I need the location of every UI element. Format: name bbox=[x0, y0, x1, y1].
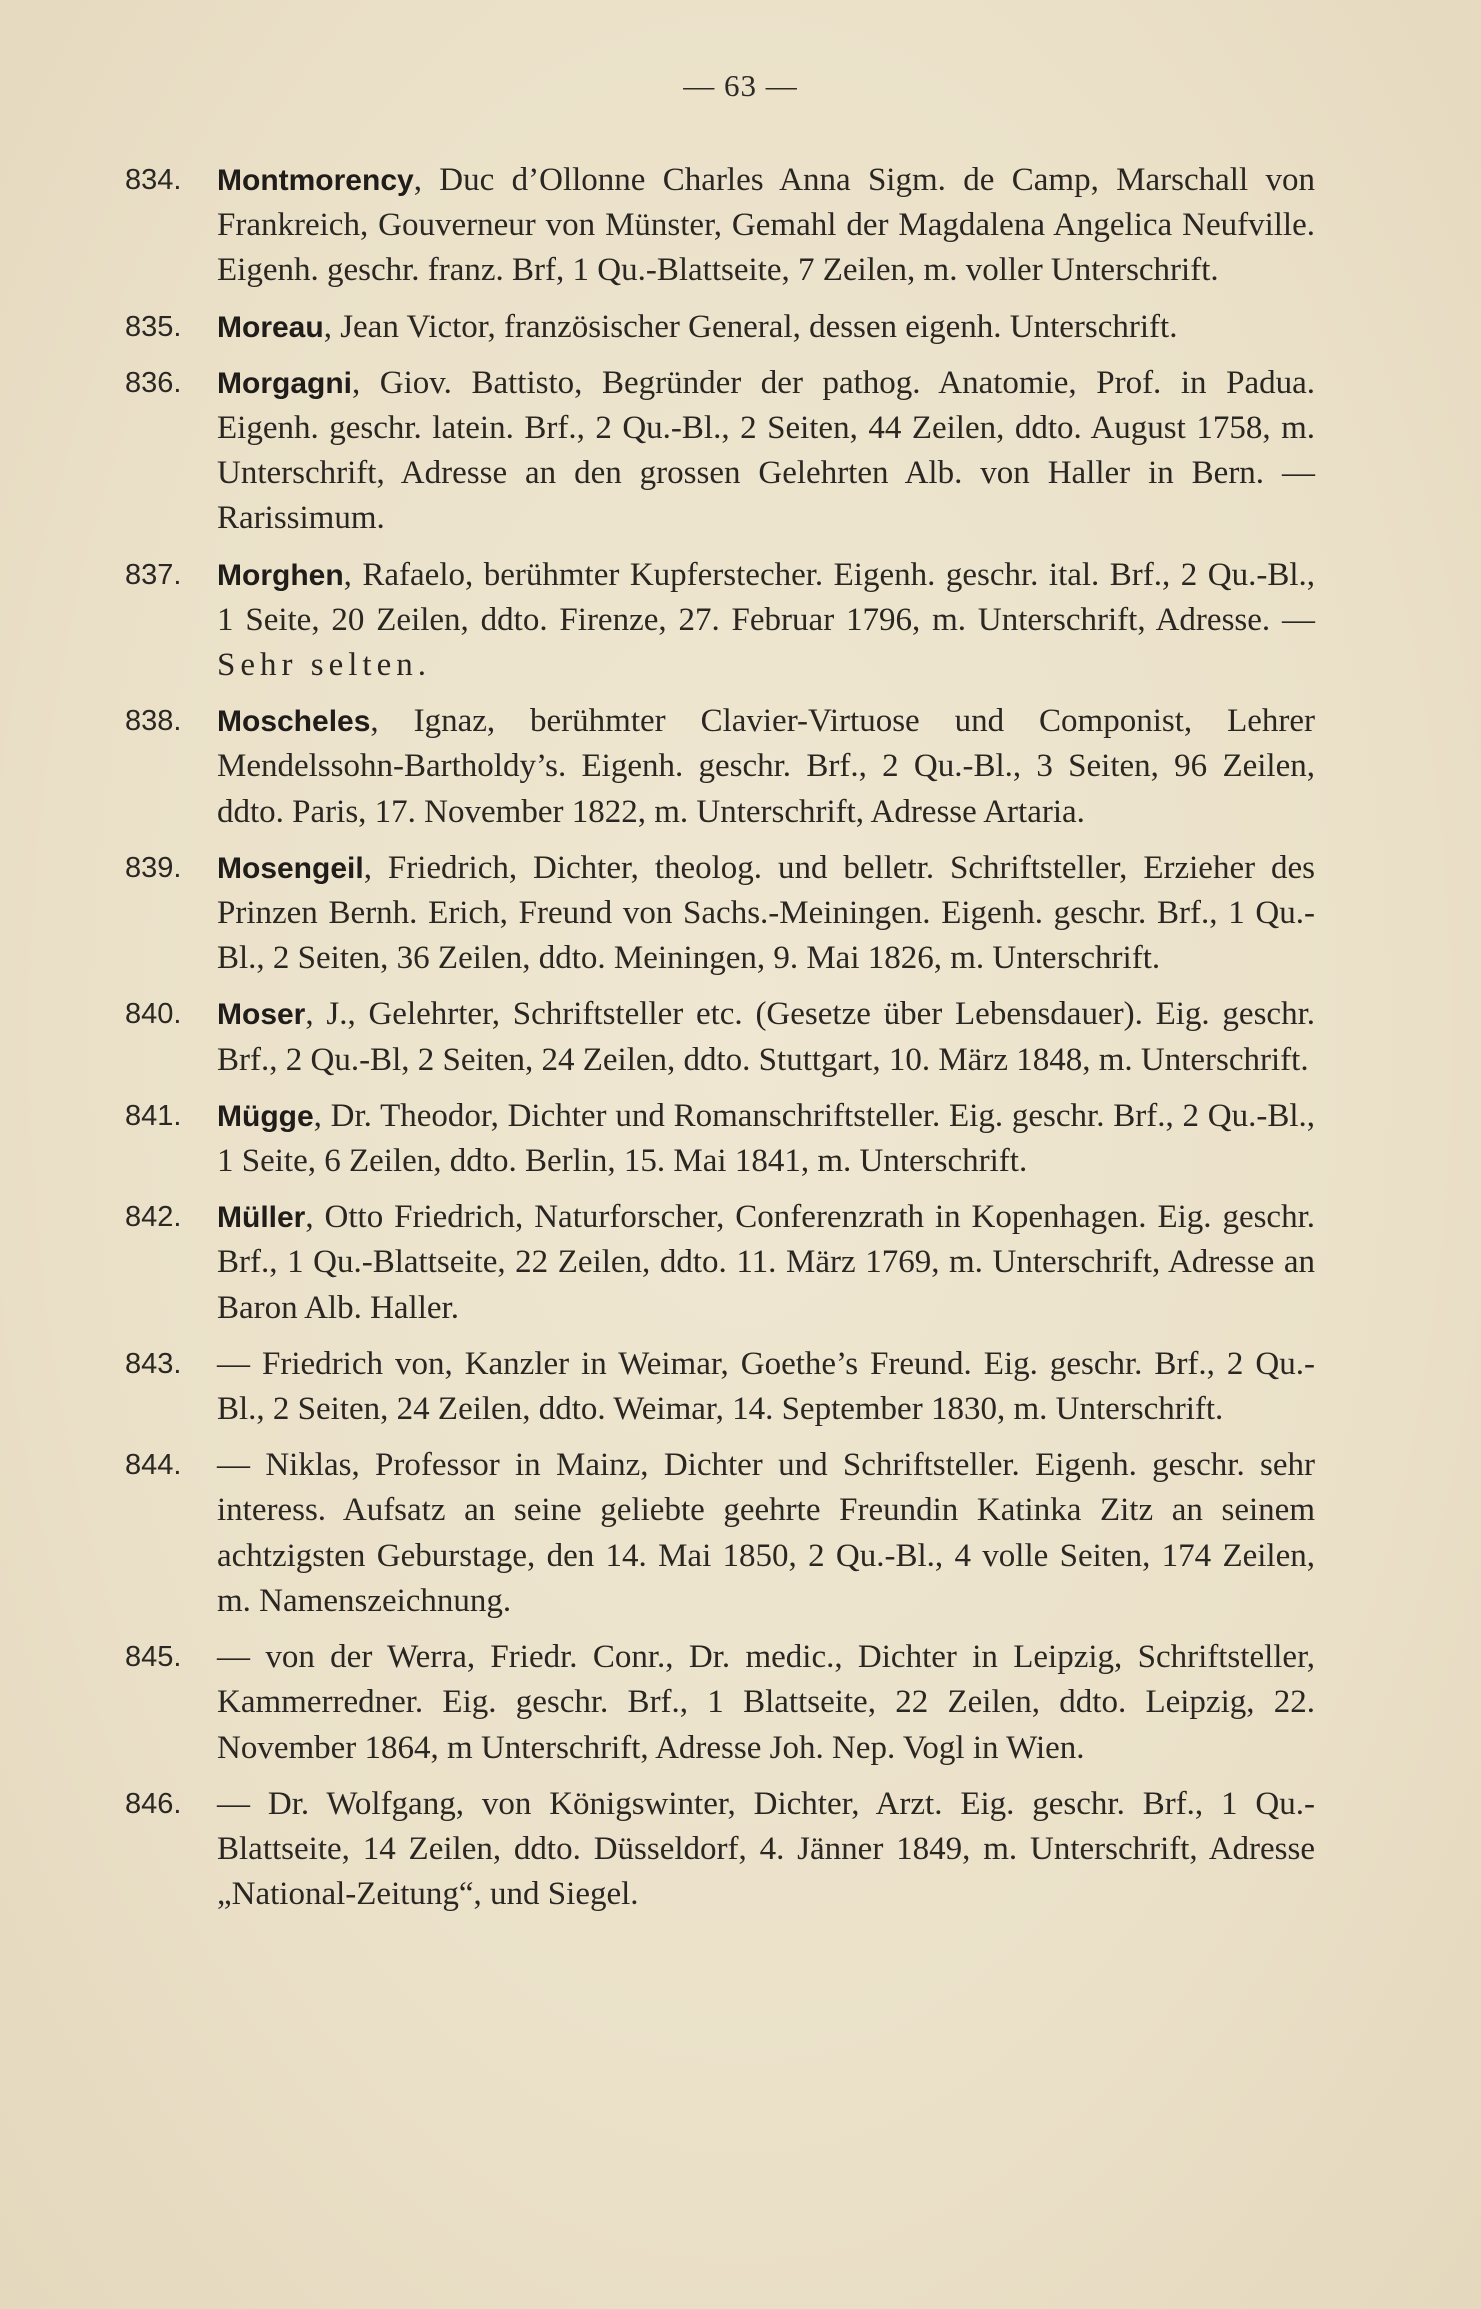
catalog-entry bbox=[125, 1782, 1315, 1918]
entry-number: 836. bbox=[125, 366, 182, 399]
entry-number: 846. bbox=[125, 1787, 182, 1820]
page-number: — 63 — bbox=[683, 68, 798, 103]
catalog-entry bbox=[125, 305, 1315, 350]
catalog-entry bbox=[125, 699, 1315, 835]
entry-number: 844. bbox=[125, 1449, 182, 1482]
entry-text: , Dr. Theodor, Dichter und Romanschriftsteller. Eig. geschr. Brf., 2 Qu.-Bl., 1 Seite, 6 Zeilen, ddto. Berlin, 15. Mai 1841, m. Unterschrift. bbox=[217, 1097, 1315, 1180]
entry-name: Moscheles bbox=[217, 705, 371, 739]
entry-number: 841. bbox=[125, 1099, 182, 1132]
catalog-entry bbox=[125, 1342, 1315, 1432]
entry-text: , Otto Friedrich, Naturforscher, Conferenzrath in Kopenhagen. Eig. geschr. Brf., 1 Qu.-Blattseite, 22 Zeilen, ddto. 11. März 1769, m. Unterschrift, Adresse an Baron Alb. Haller. bbox=[217, 1199, 1315, 1326]
entry-name: Moser bbox=[217, 998, 306, 1032]
entry-text: — Niklas, Professor in Mainz, Dichter und Schriftsteller. Eigenh. geschr. sehr interess. Aufsatz an seine geliebte geehrte Freundin Katinka Zitz an seinem achtzigsten Geburstage, den 14. Mai 1850, 2 Qu.-Bl., 4 volle Seiten, 174 Zeilen, m. Namenszeichnung. bbox=[217, 1447, 1315, 1619]
catalog-entry bbox=[125, 846, 1315, 982]
catalog-entry bbox=[125, 1195, 1315, 1331]
entry-number: 839. bbox=[125, 851, 182, 884]
entry-name: Mosengeil bbox=[217, 851, 364, 885]
entry-name: Müller bbox=[217, 1201, 306, 1235]
catalog-list bbox=[125, 158, 1315, 1928]
catalog-entry bbox=[125, 1635, 1315, 1771]
catalog-entry bbox=[125, 553, 1315, 689]
entry-number: 838. bbox=[125, 705, 182, 738]
catalog-entry bbox=[125, 1094, 1315, 1184]
entry-name: Morgagni bbox=[217, 366, 352, 400]
entry-number: 842. bbox=[125, 1201, 182, 1234]
entry-number: 837. bbox=[125, 558, 182, 591]
entry-text: — Friedrich von, Kanzler in Weimar, Goethe’s Freund. Eig. geschr. Brf., 2 Qu.-Bl., 2 Seiten, 24 Zeilen, ddto. Weimar, 14. September 1830, m. Unterschrift. bbox=[217, 1345, 1315, 1428]
entry-text: , Friedrich, Dichter, theolog. und belletr. Schriftsteller, Erzieher des Prinzen Bernh. Erich, Freund von Sachs.-Meiningen. Eigenh. geschr. Brf., 1 Qu.-Bl., 2 Seiten, 36 Zeilen, ddto. Meiningen, 9. Mai 1826, m. Unterschrift. bbox=[217, 849, 1315, 977]
entry-text: , Jean Victor, französischer General, dessen eigenh. Unterschrift. bbox=[323, 308, 1178, 345]
entry-number: 840. bbox=[125, 998, 182, 1031]
entry-name: Moreau bbox=[217, 310, 324, 344]
entry-text: — Dr. Wolfgang, von Königswinter, Dichter, Arzt. Eig. geschr. Brf., 1 Qu.-Blattseite, 14 Zeilen, ddto. Düsseldorf, 4. Jänner 1849, m. Unterschrift, Adresse „National-Zeitung“, und Siegel. bbox=[217, 1785, 1315, 1913]
entry-text: , J., Gelehrter, Schriftsteller etc. (Gesetze über Lebensdauer). Eig. geschr. Brf., 2 Qu.-Bl, 2 Seiten, 24 Zeilen, ddto. Stuttgart, 10. März 1848, m. Unterschrift. bbox=[217, 996, 1315, 1078]
entry-text: , Rafaelo, berühmter Kupferstecher. Eigenh. geschr. ital. Brf., 2 Qu.-Bl., 1 Seite, 20 Zeilen, ddto. Firenze, 27. Februar 1796, m. Unterschrift, Adresse. — bbox=[217, 556, 1315, 638]
entry-emphasis: Sehr selten. bbox=[217, 647, 431, 684]
catalog-entry bbox=[125, 992, 1315, 1082]
catalog-entry bbox=[125, 158, 1315, 294]
entry-number: 835. bbox=[125, 310, 182, 343]
entry-name: Mügge bbox=[217, 1099, 314, 1133]
entry-text: , Ignaz, berühmter Clavier-Virtuose und Componist, Lehrer Mendelssohn-Bartholdy’s. Eigenh. geschr. Brf., 2 Qu.-Bl., 3 Seiten, 96 Zeilen, ddto. Paris, 17. November 1822, m. Unterschrift, Adresse Artaria. bbox=[217, 703, 1315, 830]
entry-text: , Duc d’Ollonne Charles Anna Sigm. de Camp, Marschall von Frankreich, Gouverneur von Münster, Gemahl der Magdalena Angelica Neufville. Eigenh. geschr. franz. Brf, 1 Qu.-Blattseite, 7 Zeilen, m. voller Unterschrift. bbox=[217, 162, 1315, 289]
entry-number: 834. bbox=[125, 164, 182, 196]
catalog-entry bbox=[125, 361, 1315, 542]
entry-text: , Giov. Battisto, Begründer der pathog. Anatomie, Prof. in Padua. Eigenh. geschr. latein. Brf., 2 Qu.-Bl., 2 Seiten, 44 Zeilen, ddto. August 1758, m. Unterschrift, Adresse an den grossen Gelehrten Alb. von Haller in Bern. — Rarissimum. bbox=[217, 364, 1315, 537]
entry-number: 845. bbox=[125, 1641, 182, 1674]
entry-text: — von der Werra, Friedr. Conr., Dr. medic., Dichter in Leipzig, Schriftsteller, Kammerredner. Eig. geschr. Brf., 1 Blattseite, 22 Zeilen, ddto. Leipzig, 22. November 1864, m Unterschrift, Adresse Joh. Nep. Vogl in Wien. bbox=[217, 1639, 1315, 1766]
entry-name: Montmorency bbox=[217, 164, 414, 197]
entry-name: Morghen bbox=[217, 558, 344, 592]
entry-number: 843. bbox=[125, 1347, 182, 1380]
catalog-entry bbox=[125, 1443, 1315, 1624]
